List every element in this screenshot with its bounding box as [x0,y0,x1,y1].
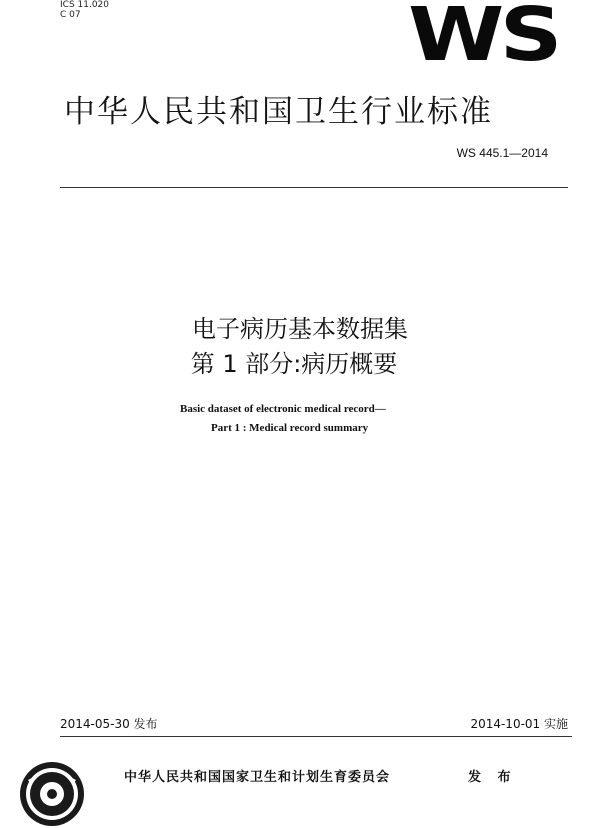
issue-date: 2014-05-30 发布 [60,717,158,731]
document-title-zh-line2: 第 1 部分:病历概要 [190,350,398,378]
standard-number: WS 445.1—2014 [456,146,548,160]
ics-code: ICS 11.020 [60,0,110,10]
standard-type-heading: 中华人民共和国卫生行业标准 [64,94,493,130]
official-seal-icon [18,760,86,828]
ws-logo: WS [408,0,558,78]
issue-label: 发 布 [468,770,517,785]
bottom-divider [60,736,572,737]
document-title-zh-line1: 电子病历基本数据集 [192,315,408,343]
classification-codes [60,0,109,20]
issuing-authority: 中华人民共和国国家卫生和计划生育委员会 [124,770,391,785]
document-title-en-line2: Part 1 : Medical record summary [211,422,369,434]
ccs-code: C 07 [60,10,81,20]
top-divider [60,187,568,188]
implementation-date: 2014-10-01 实施 [470,717,568,731]
document-title-en-line1: Basic dataset of electronic medical record— [180,403,386,415]
